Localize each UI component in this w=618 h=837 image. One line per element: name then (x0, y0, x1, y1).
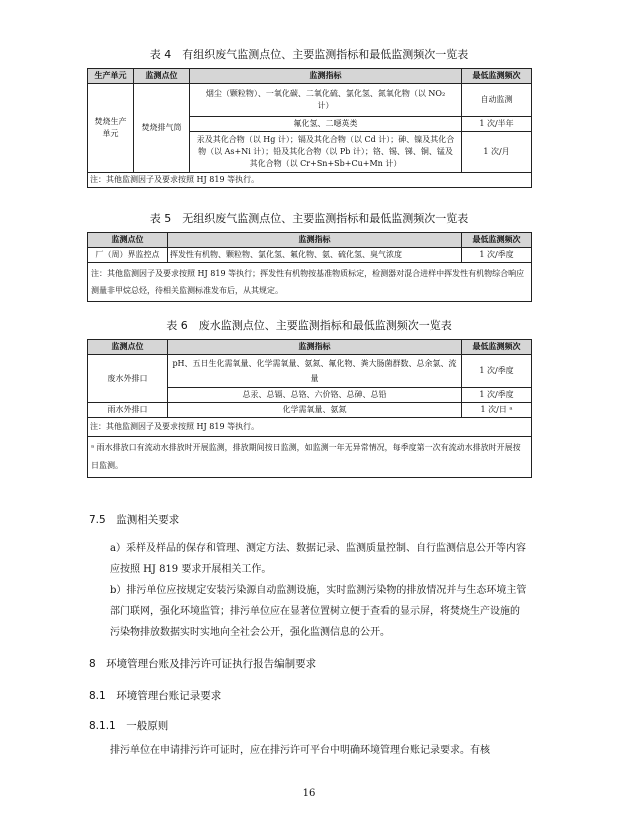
paragraph-general-text: 排污单位在申请排污许可证时，应在排污许可平台中明确环境管理台账记录要求。有核 (110, 745, 490, 756)
table5-frequency-cell: 1 次/季度 (462, 248, 532, 263)
table4-unit-cell: 焚烧生产单元 (88, 84, 134, 173)
table4 (87, 68, 532, 188)
table5-indicator-cell: 挥发性有机物、颗粒物、氯化氢、氟化物、氨、硫化氢、臭气浓度 (168, 248, 462, 263)
table6-note: 注：其他监测因子及要求按照 HJ 819 等执行。 (88, 418, 532, 437)
table-row (88, 248, 532, 263)
table4-header-indicator: 监测指标 (190, 69, 462, 84)
page-number: 16 (302, 788, 316, 799)
table5-point-cell: 厂（周）界监控点 (88, 248, 168, 263)
section-8-1-1-heading: 8.1.1 一般原则 (89, 720, 169, 732)
table6-frequency-cell: 1 次/日 ᵃ (462, 403, 532, 418)
table6-indicator-cell: 总汞、总镉、总铬、六价铬、总砷、总铅 (168, 388, 462, 403)
table6-indicator-cell: pH、五日生化需氧量、化学需氧量、氨氮、氟化物、粪大肠菌群数、总余氯、流量 (168, 355, 462, 388)
section-8-1-heading: 8.1 环境管理台账记录要求 (89, 690, 222, 702)
table-row (88, 437, 532, 478)
table6-header-frequency: 最低监测频次 (462, 340, 532, 355)
table6-header-point: 监测点位 (88, 340, 168, 355)
table4-indicator-cell: 汞及其化合物（以 Hg 计）；镉及其化合物（以 Cd 计）；砷、镍及其化合物（以 As+Ni 计）；铅及其化合物（以 Pb 计）；铬、锡、锑、铜、锰及其化合物（以 Cr+Sn+Sb+Cu+Mn 计） (190, 132, 462, 173)
table4-indicator-cell: 烟尘（颗粒物）、一氧化碳、二氧化硫、氯化氢、氮氧化物（以 NO₂计） (190, 84, 462, 117)
table6-header-indicator: 监测指标 (168, 340, 462, 355)
table6-point-cell: 废水外排口 (88, 355, 168, 403)
table-row (88, 403, 532, 418)
table4-caption: 表 4 有组织废气监测点位、主要监测指标和最低监测频次一览表 (149, 48, 469, 61)
table-row (88, 84, 532, 117)
table5-header-row (88, 233, 532, 248)
table4-header-row (88, 69, 532, 84)
table4-point-cell: 焚烧排气筒 (134, 84, 190, 173)
table-row (88, 263, 532, 302)
table6-caption: 表 6 废水监测点位、主要监测指标和最低监测频次一览表 (166, 319, 452, 332)
table6-point-cell: 雨水外排口 (88, 403, 168, 418)
table-row (88, 418, 532, 437)
section-7-5-heading: 7.5 监测相关要求 (89, 514, 180, 526)
section-8-heading: 8 环境管理台账及排污许可证执行报告编制要求 (89, 658, 317, 670)
table6-frequency-cell: 1 次/季度 (462, 388, 532, 403)
table6 (87, 339, 532, 478)
table5-header-indicator: 监测指标 (168, 233, 462, 248)
table4-frequency-cell: 1 次/月 (462, 132, 532, 173)
table-row (88, 173, 532, 188)
table5-note: 注：其他监测因子及要求按照 HJ 819 等执行；挥发性有机物按基准物质标定，检测器对混合进样中挥发性有机物综合响应测量非甲烷总烃，待相关监测标准发布后，从其规定。 (88, 263, 532, 302)
table5-header-frequency: 最低监测频次 (462, 233, 532, 248)
table4-frequency-cell: 1 次/半年 (462, 117, 532, 132)
table4-indicator-cell: 氟化氢、二噁英类 (190, 117, 462, 132)
table6-footnote: ᵃ 雨水排放口有流动水排放时开展监测，排放期间按日监测，如监测一年无异常情况，每季度第一次有流动水排放时开展按日监测。 (88, 437, 532, 478)
table6-frequency-cell: 1 次/季度 (462, 355, 532, 388)
paragraph-general (89, 740, 527, 761)
table5-header-point: 监测点位 (88, 233, 168, 248)
table4-header-unit: 生产单元 (88, 69, 134, 84)
paragraph-a-text: a）采样及样品的保存和管理、测定方法、数据记录、监测质量控制、自行监测信息公开等内容应按照 HJ 819 要求开展相关工作。 (110, 543, 526, 575)
paragraph-b (89, 580, 527, 643)
paragraph-b-text: b）排污单位应按规定安装污染源自动监测设施，实时监测污染物的排放情况并与生态环境主管部门联网，强化环境监管；排污单位应在显著位置树立便于查看的显示屏，将焚烧生产设施的污染物排放数据实时实地向全社会公开，强化监测信息的公开。 (110, 585, 527, 638)
table4-note: 注：其他监测因子及要求按照 HJ 819 等执行。 (88, 173, 532, 188)
table4-header-frequency: 最低监测频次 (462, 69, 532, 84)
table-row (88, 355, 532, 388)
table6-indicator-cell: 化学需氧量、氨氮 (168, 403, 462, 418)
table4-frequency-cell: 自动监测 (462, 84, 532, 117)
table5-caption: 表 5 无组织废气监测点位、主要监测指标和最低监测频次一览表 (149, 212, 469, 225)
table5 (87, 232, 532, 302)
table6-header-row (88, 340, 532, 355)
table4-header-point: 监测点位 (134, 69, 190, 84)
paragraph-a (89, 538, 527, 580)
